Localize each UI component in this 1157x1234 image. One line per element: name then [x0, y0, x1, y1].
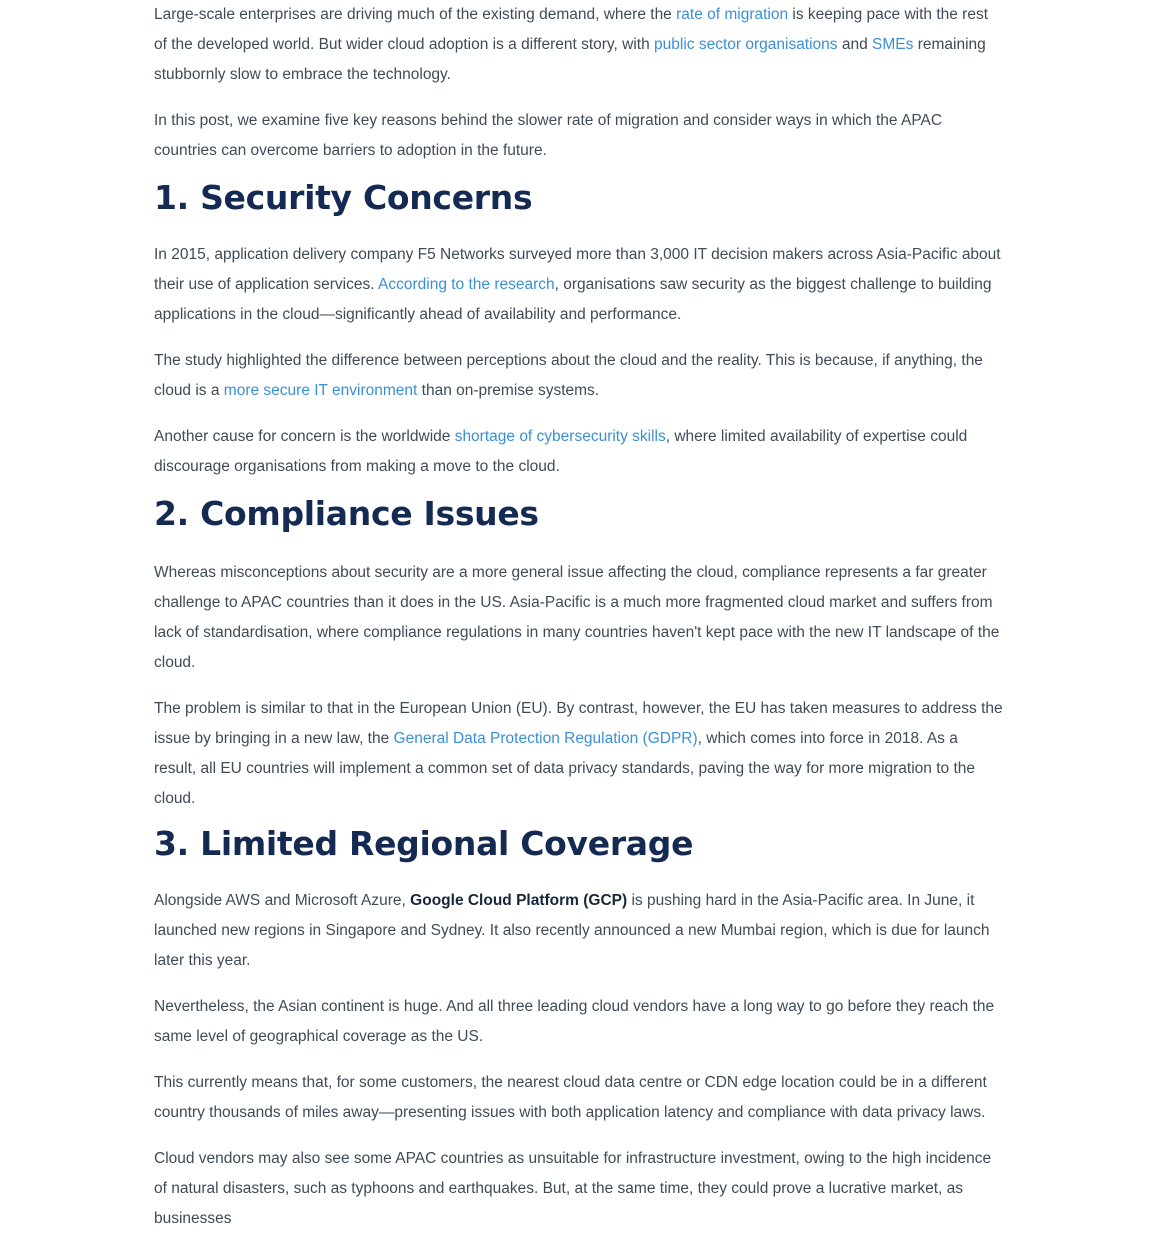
- intro-paragraph-2: In this post, we examine five key reasons behind the slower rate of migration and consider ways in which the APAC countries can overcome barriers to adoption in the future.: [154, 112, 943, 159]
- security-paragraph-1: [154, 240, 1004, 330]
- bold-google-cloud-platform: Google Cloud Platform (GCP): [410, 892, 628, 909]
- link-rate-of-migration[interactable]: rate of migration: [676, 6, 789, 23]
- link-public-sector-organisations[interactable]: public sector organisations: [654, 36, 838, 53]
- coverage-paragraph-1: [154, 886, 1004, 976]
- coverage-paragraph-4: Cloud vendors may also see some APAC countries as unsuitable for infrastructure investment, owing to the high incidence of natural disasters, such as typhoons and earthquakes. But, at the same time, they could prove a lucrative market, as businesses: [154, 1150, 992, 1227]
- coverage-paragraph-2: Nevertheless, the Asian continent is huge. And all three leading cloud vendors have a long way to go before they reach the same level of geographical coverage as the US.: [154, 998, 995, 1045]
- text: Another cause for concern is the worldwide: [154, 428, 455, 445]
- link-according-to-the-research[interactable]: According to the research: [378, 276, 555, 293]
- coverage-paragraph-3: This currently means that, for some customers, the nearest cloud data centre or CDN edge location could be in a different country thousands of miles away—presenting issues with both application latency and compliance with data privacy laws.: [154, 1074, 987, 1121]
- link-more-secure-it-environment[interactable]: more secure IT environment: [223, 382, 418, 399]
- section-heading-compliance: 2. Compliance Issues: [154, 494, 539, 533]
- text: , which comes into force in 2018. As a result, all EU countries will implement a common set of data privacy standards, paving the way for more migration to the cloud.: [154, 730, 976, 807]
- text: , where limited availability of expertise could discourage organisations from making a move to the cloud.: [154, 428, 968, 475]
- text: The study highlighted the difference between perceptions about the cloud and the reality. This is because, if anything, the cloud is a: [154, 352, 983, 399]
- compliance-paragraph-2: [154, 694, 1004, 814]
- section-heading-regional-coverage: 3. Limited Regional Coverage: [154, 824, 694, 863]
- text: Alongside AWS and Microsoft Azure,: [154, 892, 411, 909]
- link-smes[interactable]: SMEs: [872, 36, 914, 53]
- text: than on-premise systems.: [417, 382, 600, 399]
- text: The problem is similar to that in the European Union (EU). By contrast, however, the EU has taken measures to address the issue by bringing in a new law, the: [154, 700, 1003, 747]
- text: Large-scale enterprises are driving much of the existing demand, where the: [154, 6, 677, 23]
- article-body: [154, 0, 1004, 1234]
- compliance-paragraph-1: Whereas misconceptions about security are a more general issue affecting the cloud, compliance represents a far greater challenge to APAC countries than it does in the US. Asia-Pacific is a much more fragmented cloud market and suffers from lack of standardisation, where compliance regulations in many countries haven't kept pace with the new IT landscape of the cloud.: [154, 564, 1000, 671]
- security-paragraph-3: [154, 422, 1004, 482]
- text: In 2015, application delivery company F5 Networks surveyed more than 3,000 IT decision makers across Asia-Pacific about their use of application services.: [154, 246, 1001, 293]
- link-shortage-of-cybersecurity-skills[interactable]: shortage of cybersecurity skills: [454, 428, 666, 445]
- link-gdpr[interactable]: General Data Protection Regulation (GDPR): [393, 730, 698, 747]
- security-paragraph-2: [154, 346, 1004, 406]
- text: is keeping pace with the rest of the developed world. But wider cloud adoption is a different story, with: [154, 6, 989, 53]
- text: and: [837, 36, 873, 53]
- section-heading-security: 1. Security Concerns: [154, 178, 533, 217]
- intro-paragraph-1: [154, 0, 1004, 90]
- text: , organisations saw security as the biggest challenge to building applications in the cloud—significantly ahead of availability and performance.: [154, 276, 992, 323]
- text: remaining stubbornly slow to embrace the technology.: [154, 36, 986, 83]
- text: is pushing hard in the Asia-Pacific area. In June, it launched new regions in Singapore and Sydney. It also recently announced a new Mumbai region, which is due for launch later this year.: [154, 892, 990, 969]
